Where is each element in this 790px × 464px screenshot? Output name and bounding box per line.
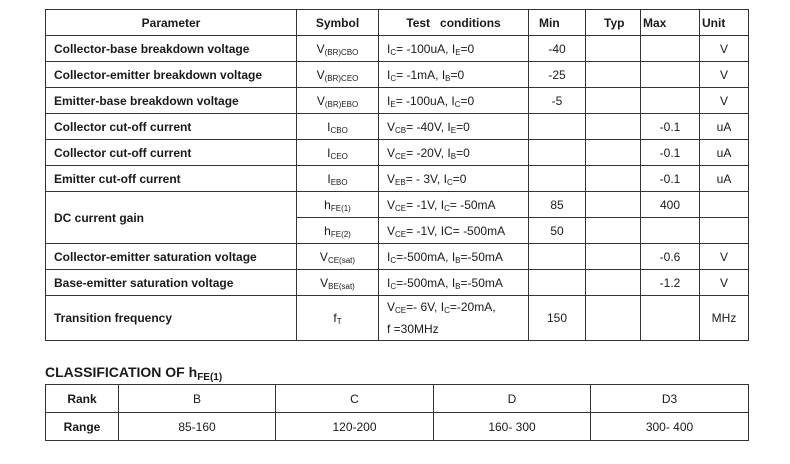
min-cell [529, 114, 586, 140]
condition-value: =-500mA, [396, 249, 452, 264]
max-cell [641, 296, 700, 341]
spec-row [46, 88, 749, 114]
typ-cell [586, 244, 641, 270]
symbol-subscript: BE(sat) [328, 281, 355, 291]
condition-subscript: C [454, 99, 461, 109]
symbol-subscript: T [336, 317, 342, 326]
symbol-subscript: EBO [330, 177, 348, 187]
rank-cell: D [434, 385, 591, 413]
symbol-subscript: CBO [330, 125, 348, 135]
symbol-cell [297, 88, 379, 114]
condition-cell [379, 114, 529, 140]
condition-cell [379, 192, 529, 218]
parameter-cell: Collector-emitter saturation voltage [46, 244, 297, 270]
condition-subscript: CB [395, 125, 407, 135]
header-min: Min [529, 10, 586, 36]
condition-value: =0 [450, 67, 465, 82]
classification-title [45, 364, 223, 383]
symbol-cell [297, 296, 379, 341]
condition-value: =0 [460, 41, 475, 56]
unit-cell [700, 192, 749, 218]
condition-var: I [443, 171, 447, 186]
condition-var: V [387, 145, 396, 160]
max-cell: -0.1 [641, 166, 700, 192]
rank-row [46, 385, 749, 413]
condition-value: = - 3V, [405, 171, 444, 186]
symbol-text: V [320, 275, 329, 290]
condition-cell [379, 166, 529, 192]
condition-subscript: C [444, 306, 450, 315]
min-cell: -40 [529, 36, 586, 62]
range-cell: 85-160 [119, 413, 276, 441]
condition-subscript: C [446, 177, 453, 187]
condition-value: =- 6V, [406, 300, 441, 314]
unit-cell: uA [700, 114, 749, 140]
spec-row [46, 192, 749, 218]
unit-cell: V [700, 270, 749, 296]
classification-table [45, 384, 749, 441]
parameter-cell: Collector cut-off current [46, 114, 297, 140]
rank-cell: B [119, 385, 276, 413]
condition-cell [379, 140, 529, 166]
symbol-cell [297, 140, 379, 166]
classification-title-sub: FE(1) [197, 372, 223, 383]
condition-var: I [451, 249, 456, 264]
condition-var: I [447, 145, 451, 160]
symbol-text: h [324, 223, 331, 238]
symbol-subscript: (BR)CBO [324, 47, 359, 57]
spec-row [46, 62, 749, 88]
condition-subscript: C [390, 281, 397, 291]
classification-title-text: CLASSIFICATION OF h [45, 364, 198, 380]
typ-cell [586, 296, 641, 341]
symbol-text: I [327, 171, 331, 186]
min-cell: -5 [529, 88, 586, 114]
typ-cell [586, 218, 641, 244]
header-parameter: Parameter [46, 10, 297, 36]
min-cell: 50 [529, 218, 586, 244]
symbol-text: I [327, 119, 331, 134]
range-row [46, 413, 749, 441]
symbol-cell [297, 270, 379, 296]
symbol-text: V [316, 93, 325, 108]
symbol-cell [297, 244, 379, 270]
condition-cell [379, 244, 529, 270]
condition-subscript: C [390, 47, 397, 57]
condition-value: =0 [456, 145, 470, 160]
condition-value: = -40V, [406, 119, 448, 134]
unit-cell: uA [700, 166, 749, 192]
symbol-cell [297, 114, 379, 140]
parameter-cell: Collector-base breakdown voltage [46, 36, 297, 62]
spec-row [46, 244, 749, 270]
condition-subscript: B [455, 281, 461, 291]
condition-value: = -100uA, [395, 93, 452, 108]
symbol-text: h [324, 197, 331, 212]
unit-cell: V [700, 244, 749, 270]
min-cell: 85 [529, 192, 586, 218]
condition-line [387, 296, 528, 318]
symbol-cell [297, 192, 379, 218]
condition-var: I [440, 197, 445, 212]
condition-subscript: CE [395, 306, 407, 315]
condition-subscript: E [390, 99, 396, 109]
max-cell [641, 62, 700, 88]
unit-cell: V [700, 62, 749, 88]
condition-subscript: E [450, 125, 457, 135]
condition-var: I [440, 300, 445, 314]
unit-cell: uA [700, 140, 749, 166]
symbol-cell [297, 218, 379, 244]
condition-var: V [387, 300, 396, 314]
condition-subscript: CE [395, 151, 407, 161]
condition-value: =-50mA [460, 275, 503, 290]
condition-value: =-500mA, [396, 275, 452, 290]
condition-value: =0 [460, 93, 475, 108]
unit-cell: MHz [700, 296, 749, 341]
condition-subscript: EB [395, 177, 406, 187]
condition-var: I [387, 275, 391, 290]
condition-value: = -100uA, [396, 41, 452, 56]
condition-value: =0 [452, 171, 467, 186]
condition-value: = -50mA [449, 197, 496, 212]
rank-cell: C [276, 385, 434, 413]
min-cell [529, 140, 586, 166]
condition-value: = -20V, [406, 145, 448, 160]
condition-var: I [451, 93, 455, 108]
typ-cell [586, 114, 641, 140]
parameter-cell: Emitter cut-off current [46, 166, 297, 192]
unit-cell [700, 218, 749, 244]
condition-value: = -1V, [406, 197, 441, 212]
symbol-text: V [316, 41, 325, 56]
condition-var: I [387, 93, 391, 108]
condition-var: V [387, 223, 396, 238]
condition-subscript: C [390, 255, 397, 265]
symbol-cell [297, 36, 379, 62]
range-cell: 160- 300 [434, 413, 591, 441]
header-symbol: Symbol [297, 10, 379, 36]
rank-cell: D3 [591, 385, 749, 413]
condition-subscript: B [450, 151, 457, 161]
condition-value: = -1mA, [396, 67, 442, 82]
header-row [46, 10, 749, 36]
electrical-characteristics-table [45, 9, 749, 341]
condition-cell [379, 36, 529, 62]
symbol-subscript: CEO [330, 151, 348, 161]
condition-subscript: B [455, 255, 461, 265]
typ-cell [586, 270, 641, 296]
max-cell [641, 36, 700, 62]
typ-cell [586, 140, 641, 166]
condition-var: V [387, 197, 396, 212]
spec-row [46, 270, 749, 296]
max-cell: -0.1 [641, 140, 700, 166]
typ-cell [586, 62, 641, 88]
unit-cell: V [700, 88, 749, 114]
range-label: Range [46, 413, 119, 441]
range-cell: 120-200 [276, 413, 434, 441]
parameter-cell: Emitter-base breakdown voltage [46, 88, 297, 114]
spec-row [46, 36, 749, 62]
symbol-cell [297, 62, 379, 88]
condition-line: f =30MHz [387, 322, 439, 336]
condition-var: I [387, 41, 391, 56]
min-cell: -25 [529, 62, 586, 88]
spec-row [46, 296, 749, 341]
condition-value: =-20mA, [449, 300, 496, 314]
typ-cell [586, 36, 641, 62]
header-typ: Typ [586, 10, 641, 36]
max-cell: -0.1 [641, 114, 700, 140]
condition-subscript: C [444, 203, 450, 213]
parameter-cell: Base-emitter saturation voltage [46, 270, 297, 296]
symbol-subscript: (BR)EBO [324, 99, 359, 109]
min-cell: 150 [529, 296, 586, 341]
condition-var: V [387, 119, 396, 134]
symbol-text: V [319, 249, 328, 264]
parameter-cell: Collector-emitter breakdown voltage [46, 62, 297, 88]
symbol-subscript: FE(1) [330, 203, 351, 213]
condition-cell [379, 270, 529, 296]
max-cell [641, 88, 700, 114]
condition-var: I [451, 275, 456, 290]
condition-value: =-50mA [460, 249, 503, 264]
parameter-cell: DC current gain [46, 192, 297, 244]
typ-cell [586, 166, 641, 192]
rank-label: Rank [46, 385, 119, 413]
parameter-cell: Collector cut-off current [46, 140, 297, 166]
condition-subscript: B [445, 73, 451, 83]
condition-var: I [387, 67, 391, 82]
condition-subscript: C [390, 73, 397, 83]
unit-cell: V [700, 36, 749, 62]
condition-subscript: CE [395, 203, 407, 213]
symbol-text: f [333, 311, 337, 325]
condition-var: I [451, 41, 456, 56]
condition-cell [379, 296, 529, 341]
max-cell [641, 218, 700, 244]
symbol-subscript: FE(2) [330, 229, 351, 239]
spec-row [46, 114, 749, 140]
condition-subscript: E [455, 47, 461, 57]
max-cell: -0.6 [641, 244, 700, 270]
condition-cell [379, 218, 529, 244]
condition-var: I [441, 67, 446, 82]
range-cell: 300- 400 [591, 413, 749, 441]
symbol-cell [297, 166, 379, 192]
header-test-conditions: Test conditions [379, 10, 529, 36]
typ-cell [586, 88, 641, 114]
min-cell [529, 270, 586, 296]
symbol-text: V [316, 67, 325, 82]
parameter-cell: Transition frequency [46, 296, 297, 341]
spec-row [46, 140, 749, 166]
spec-row [46, 166, 749, 192]
symbol-subscript: CE(sat) [327, 255, 356, 265]
typ-cell [586, 192, 641, 218]
header-max: Max [641, 10, 700, 36]
condition-var: V [387, 171, 396, 186]
header-unit: Unit [700, 10, 749, 36]
symbol-subscript: (BR)CEO [324, 73, 359, 83]
max-cell: 400 [641, 192, 700, 218]
min-cell [529, 244, 586, 270]
condition-cell [379, 62, 529, 88]
condition-cell [379, 88, 529, 114]
condition-value: =0 [456, 119, 470, 134]
max-cell: -1.2 [641, 270, 700, 296]
condition-subscript: CE [395, 229, 407, 239]
condition-var: I [387, 249, 391, 264]
condition-value: = -1V, IC= -500mA [406, 223, 506, 238]
min-cell [529, 166, 586, 192]
condition-var: I [447, 119, 451, 134]
symbol-text: I [327, 145, 331, 160]
